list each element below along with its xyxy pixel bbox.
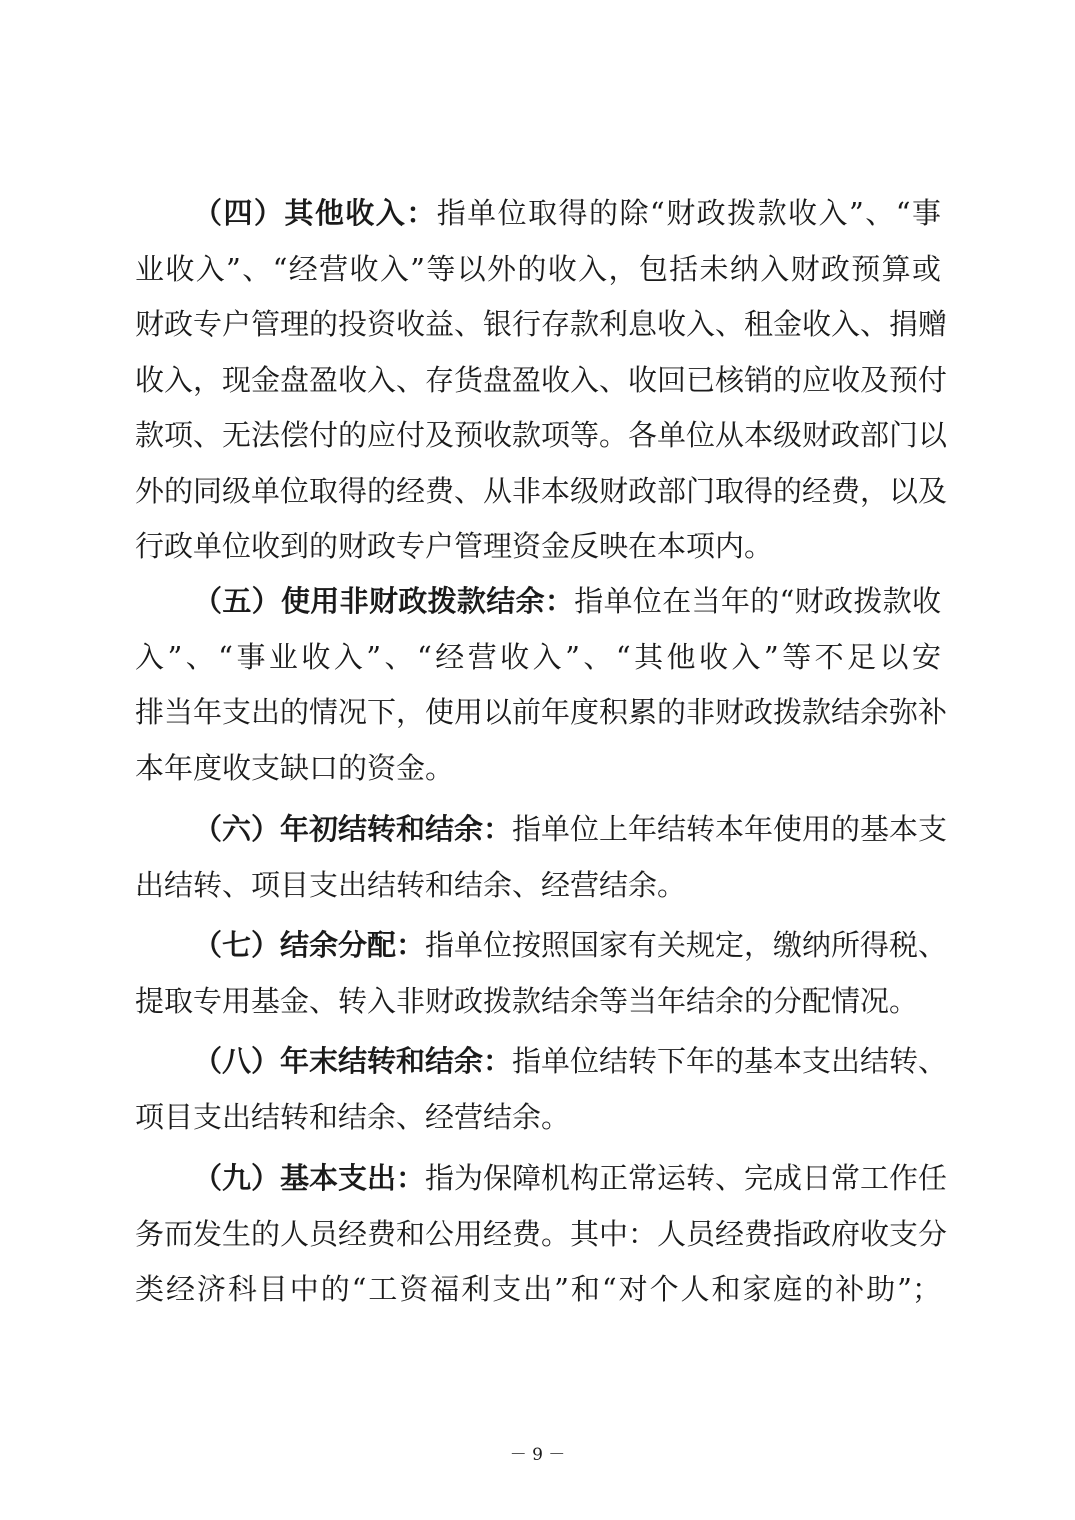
paragraph-opening-balance xyxy=(135,802,948,913)
text-line: 本年度收支缺口的资金。 xyxy=(135,750,455,785)
text: 指单位按照国家有关规定，缴纳所得税、 xyxy=(425,928,948,962)
text-line: 务而发生的人员经费和公用经费。其中：人员经费指政府收支分 xyxy=(135,1216,948,1251)
paragraph-other-income xyxy=(135,186,948,575)
text-line xyxy=(135,1034,948,1090)
text-line: 外的同级单位取得的经费、从非本级财政部门取得的经费，以及 xyxy=(135,473,948,508)
text-line xyxy=(135,918,948,974)
text-line: 款项、无法偿付的应付及预收款项等。各单位从本级财政部门以 xyxy=(135,418,948,452)
text-line xyxy=(135,1151,948,1207)
text: 指为保障机构正常运转、完成日常工作任 xyxy=(425,1161,948,1195)
text-line: 提取专用基金、转入非财政拨款结余等当年结余的分配情况。 xyxy=(135,983,919,1018)
text-line xyxy=(135,802,948,858)
text: 指单位取得的除“财政拨款收入”、“事 xyxy=(436,196,941,230)
paragraph-heading: （九）基本支出： xyxy=(193,1161,426,1195)
paragraph-non-fiscal-balance xyxy=(135,574,948,796)
text: 指单位结转下年的基本支出结转、 xyxy=(512,1044,948,1078)
text-line: 项目支出结转和结余、经营结余。 xyxy=(135,1099,571,1134)
text-line: 入”、“事业收入”、“经营收入”、“其他收入”等不足以安 xyxy=(135,639,941,674)
text-line: 排当年支出的情况下，使用以前年度积累的非财政拨款结余弥补 xyxy=(135,695,948,729)
paragraph-heading: （八）年末结转和结余： xyxy=(193,1044,513,1078)
paragraph-closing-balance xyxy=(135,1034,948,1145)
text-line: 行政单位收到的财政专户管理资金反映在本项内。 xyxy=(135,529,774,563)
text-line: 收入，现金盘盈收入、存货盘盈收入、收回已核销的应收及预付 xyxy=(135,362,948,397)
paragraph-balance-distribution xyxy=(135,918,948,1029)
text-line xyxy=(135,574,941,630)
paragraph-heading: （四）其他收入： xyxy=(193,196,437,230)
text-line: 财政专户管理的投资收益、银行存款利息收入、租金收入、捐赠 xyxy=(135,307,948,341)
paragraph-heading: （六）年初结转和结余： xyxy=(193,812,513,846)
paragraph-basic-expenditure xyxy=(135,1151,948,1318)
paragraph-heading: （七）结余分配： xyxy=(193,928,426,962)
text: 指单位上年结转本年使用的基本支 xyxy=(512,812,948,846)
page-number: － 9 － xyxy=(509,1445,566,1465)
text-line xyxy=(135,186,941,242)
text-line: 出结转、项目支出结转和结余、经营结余。 xyxy=(135,867,687,902)
text-line: 类经济科目中的“工资福利支出”和“对个人和家庭的补助”； xyxy=(135,1272,941,1306)
text-line: 业收入”、“经营收入”等以外的收入，包括未纳入财政预算或 xyxy=(135,251,941,286)
paragraph-heading: （五）使用非财政拨款结余： xyxy=(193,584,575,618)
text: 指单位在当年的“财政拨款收 xyxy=(574,584,941,618)
